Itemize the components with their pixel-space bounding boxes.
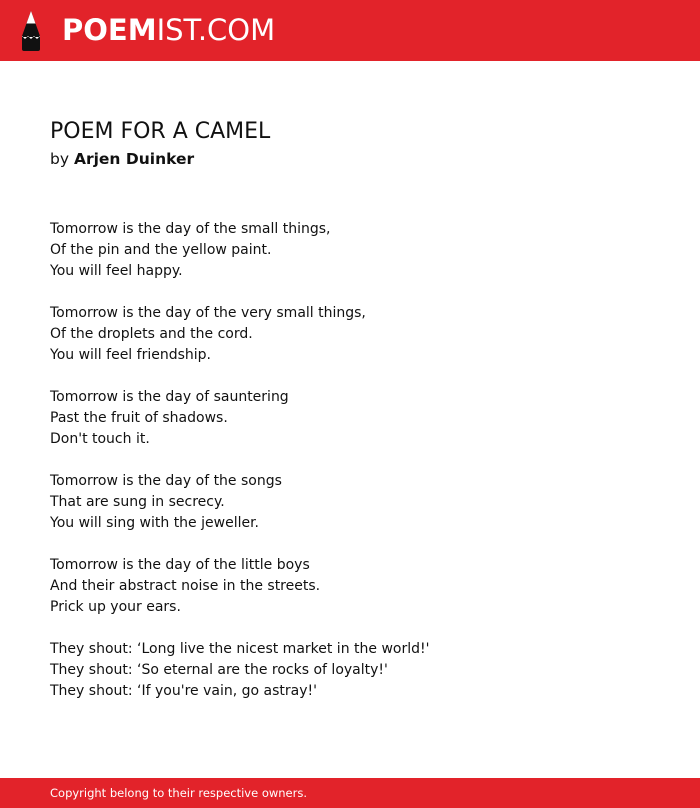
author-name: Arjen Duinker bbox=[73, 150, 195, 168]
poem-line: Prick up your ears. bbox=[50, 599, 181, 615]
copyright-text: Copyright belong to their respective owners. bbox=[50, 786, 308, 800]
site-footer bbox=[0, 778, 700, 808]
stanza bbox=[50, 471, 670, 534]
poem-line: Past the fruit of shadows. bbox=[50, 410, 228, 426]
poem-line: You will feel friendship. bbox=[50, 347, 211, 363]
stanza bbox=[50, 555, 670, 618]
poem-line: Tomorrow is the day of the very small things, bbox=[50, 305, 366, 321]
poem-line: Tomorrow is the day of the songs bbox=[50, 473, 282, 489]
by-label: by bbox=[50, 150, 70, 168]
byline bbox=[50, 149, 194, 169]
poem-line: Don't touch it. bbox=[50, 431, 150, 447]
poem-title: POEM FOR A CAMEL bbox=[50, 119, 271, 144]
pencil-tip-icon[interactable] bbox=[19, 10, 43, 51]
poem-line: And their abstract noise in the streets. bbox=[50, 578, 321, 594]
poem-line: You will feel happy. bbox=[50, 263, 183, 279]
brand-bold: POEM bbox=[62, 13, 157, 47]
poem-line: Tomorrow is the day of the little boys bbox=[50, 557, 310, 573]
stanza bbox=[50, 219, 670, 282]
poem-line: Tomorrow is the day of sauntering bbox=[50, 389, 289, 405]
brand-light: IST.COM bbox=[156, 13, 276, 47]
poem-line: They shout: ‘So eternal are the rocks of loyalty!' bbox=[50, 662, 388, 678]
poem-line: They shout: ‘If you're vain, go astray!' bbox=[50, 683, 317, 699]
stanza bbox=[50, 639, 670, 702]
poem-line: Of the pin and the yellow paint. bbox=[50, 242, 272, 258]
poem-line: That are sung in secrecy. bbox=[50, 494, 225, 510]
stanza bbox=[50, 387, 670, 450]
poem-body bbox=[50, 219, 670, 723]
site-header bbox=[0, 0, 700, 61]
site-logo-link[interactable] bbox=[62, 13, 275, 47]
stanza bbox=[50, 303, 670, 366]
poem-line: You will sing with the jeweller. bbox=[50, 515, 260, 531]
poem-line: Of the droplets and the cord. bbox=[50, 326, 253, 342]
poem-line: They shout: ‘Long live the nicest market in the world!' bbox=[50, 641, 430, 657]
poem-line: Tomorrow is the day of the small things, bbox=[50, 221, 331, 237]
